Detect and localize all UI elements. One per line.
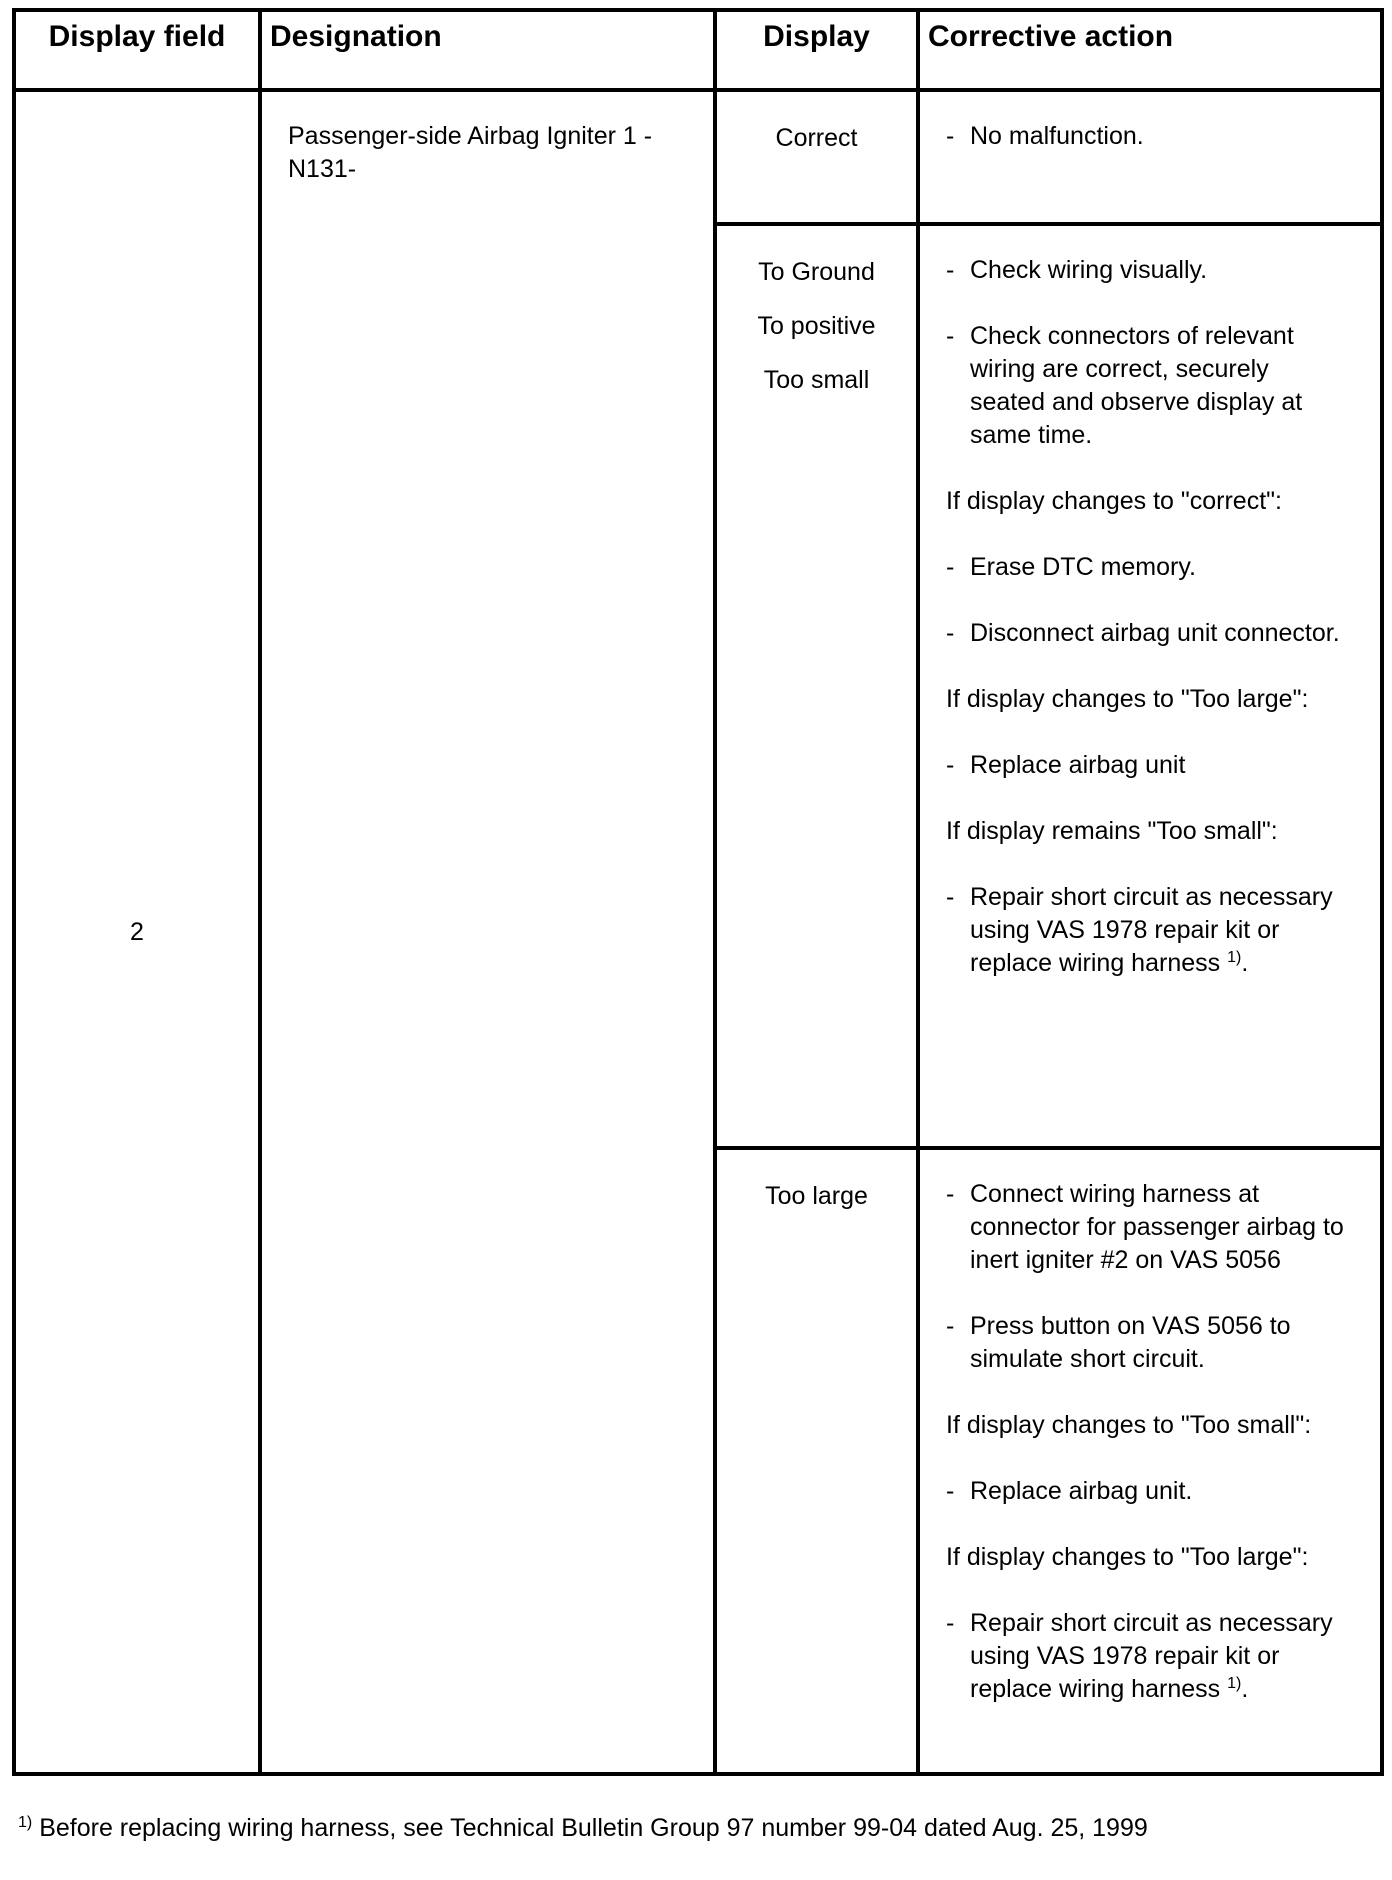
- action-step: [946, 254, 1350, 287]
- action-step-text: Replace airbag unit.: [970, 1477, 1193, 1505]
- action-step: [946, 320, 1350, 452]
- footnote-text: Before replacing wiring harness, see Technical Bulletin Group 97 number 99-04 dated Aug. 25, 1999: [39, 1814, 1148, 1842]
- trailing-punct: .: [1241, 949, 1249, 977]
- footnote-ref: 1): [1227, 949, 1242, 966]
- action-step: [946, 120, 1350, 153]
- action-step-text-wrap: [970, 1310, 1350, 1376]
- action-step-text-wrap: [970, 320, 1350, 452]
- action-step-text-wrap: [970, 617, 1350, 650]
- footnote-ref: 1): [1227, 1675, 1242, 1692]
- display-value: Correct: [775, 124, 858, 152]
- action-step-text: Check connectors of relevant wiring are correct, securely seated and observe display at same time.: [970, 322, 1303, 449]
- bullet-dash: -: [946, 1609, 955, 1637]
- action-step-text-wrap: [970, 881, 1350, 980]
- header-corrective-action: Corrective action: [918, 10, 1382, 90]
- action-step-text: Disconnect airbag unit connector.: [970, 619, 1340, 647]
- condition-text: If display changes to "correct":: [946, 487, 1282, 515]
- bullet-dash: -: [946, 322, 955, 350]
- bullet-dash: -: [946, 553, 955, 581]
- bullet-dash: -: [946, 751, 955, 779]
- bullet-dash: -: [946, 619, 955, 647]
- action-cell: [918, 90, 1382, 224]
- display-value: To Ground: [758, 258, 875, 286]
- display-cell: [715, 1148, 918, 1774]
- trailing-punct: .: [1241, 1675, 1249, 1703]
- display-value: Too large: [765, 1182, 868, 1210]
- action-step: [946, 749, 1350, 782]
- action-step: [946, 881, 1350, 980]
- bullet-dash: -: [946, 1477, 955, 1505]
- action-step-text-wrap: [970, 1607, 1350, 1706]
- action-step-text: Repair short circuit as necessary using VAS 1978 repair kit or replace wiring harness: [970, 883, 1333, 977]
- action-step-text: Check wiring visually.: [970, 256, 1208, 284]
- footnote-marker: 1): [18, 1814, 33, 1831]
- condition-text: If display changes to "Too small":: [946, 1411, 1312, 1439]
- header-display: Display: [715, 10, 918, 90]
- header-designation: Designation: [260, 10, 715, 90]
- action-step-text-wrap: [970, 749, 1350, 782]
- action-step: [946, 1310, 1350, 1376]
- display-value: Too small: [763, 366, 870, 394]
- action-step-text: Erase DTC memory.: [970, 553, 1196, 581]
- action-step: [946, 1475, 1350, 1508]
- action-step-text: Press button on VAS 5056 to simulate short circuit.: [970, 1312, 1291, 1373]
- designation-cell: Passenger-side Airbag Igniter 1 -N131-: [260, 90, 715, 1774]
- action-step-text: No malfunction.: [970, 122, 1144, 150]
- action-step: [946, 617, 1350, 650]
- action-step: [946, 551, 1350, 584]
- display-value: To positive: [757, 312, 876, 340]
- bullet-dash: -: [946, 1180, 955, 1208]
- display-cell: [715, 224, 918, 1148]
- action-step-text-wrap: [970, 254, 1350, 287]
- display-field-cell: 2: [14, 90, 260, 1774]
- action-cell: [918, 1148, 1382, 1774]
- footnote: [18, 1812, 1178, 1845]
- action-cell: [918, 224, 1382, 1148]
- condition-text: If display changes to "Too large":: [946, 1543, 1309, 1571]
- header-display-field: Display field: [14, 10, 260, 90]
- action-step-text-wrap: [970, 551, 1350, 584]
- action-step-text: Connect wiring harness at connector for passenger airbag to inert igniter #2 on VAS 5056: [970, 1180, 1344, 1274]
- bullet-dash: -: [946, 883, 955, 911]
- bullet-dash: -: [946, 122, 955, 150]
- action-step-text: Repair short circuit as necessary using VAS 1978 repair kit or replace wiring harness: [970, 1609, 1333, 1703]
- condition-text: If display remains "Too small":: [946, 817, 1278, 845]
- corrective-action-table: [12, 8, 1384, 1776]
- action-step-text: Replace airbag unit: [970, 751, 1186, 779]
- action-step-text-wrap: [970, 120, 1350, 153]
- table-row: [14, 90, 1382, 224]
- action-step: [946, 1607, 1350, 1706]
- action-step: [946, 1178, 1350, 1277]
- action-step-text-wrap: [970, 1178, 1350, 1277]
- display-cell: [715, 90, 918, 224]
- condition-text: If display changes to "Too large":: [946, 685, 1309, 713]
- table-header-row: [14, 10, 1382, 90]
- bullet-dash: -: [946, 256, 955, 284]
- bullet-dash: -: [946, 1312, 955, 1340]
- action-step-text-wrap: [970, 1475, 1350, 1508]
